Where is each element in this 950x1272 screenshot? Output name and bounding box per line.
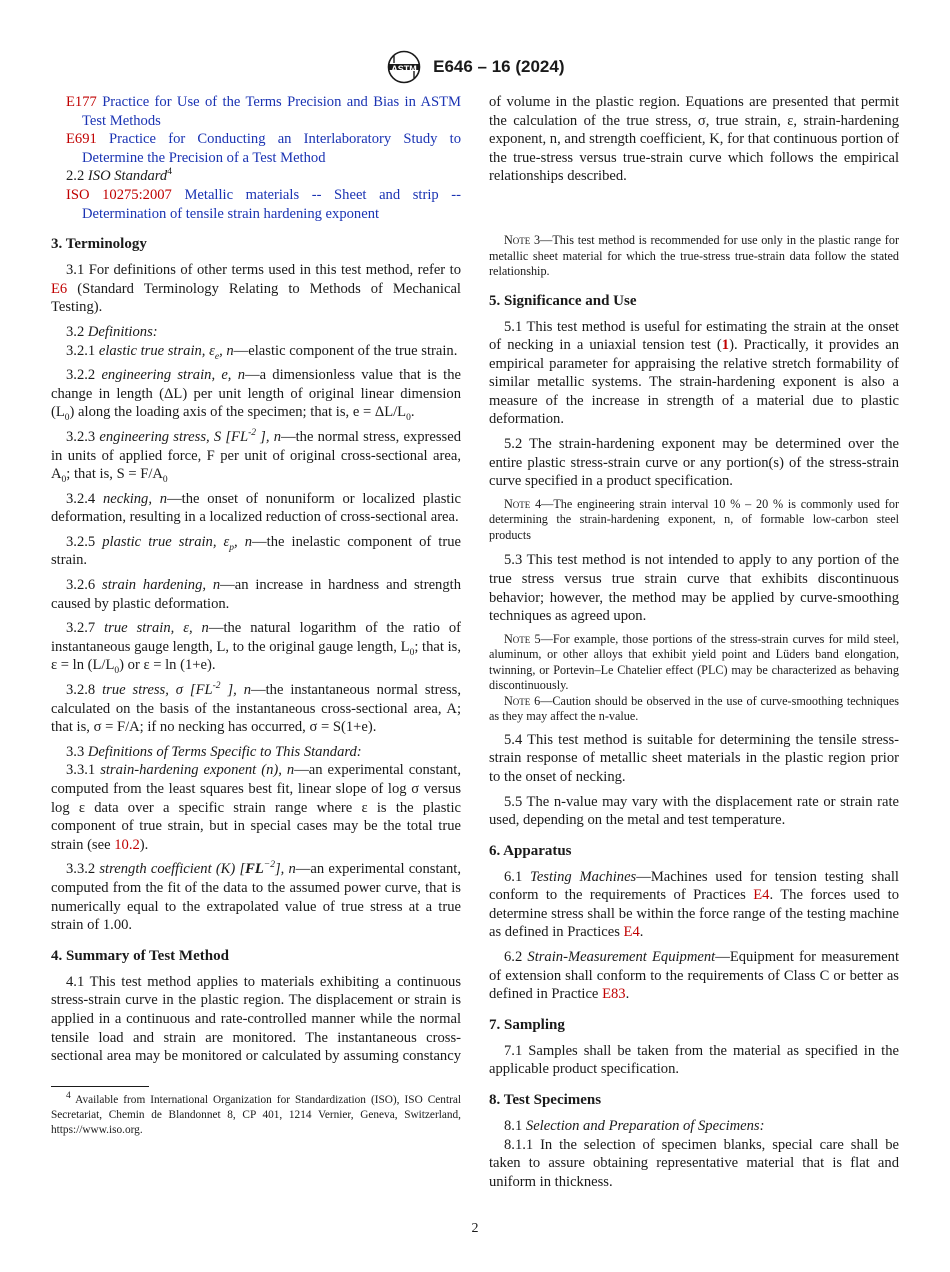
section-6-title: 6. Apparatus (489, 842, 572, 859)
def-3-2-4: 3.2.4 necking, n—the onset of nonuniform or localized plastic deformation, resulting in a localized reduction of cross-sectional area. (51, 490, 461, 526)
para-3-3: 3.3 Definitions of Terms Specific to This Standard: (66, 743, 362, 760)
para-4-1-continued: of volume in the plastic region. Equations are presented that permit the calculation of the true stress, σ, true strain, ε, strain-hardening exponent, n, and strength coefficient, K, for that continuous portion of the true-stress versus true-strain curve which follows the empirical relationships described. (489, 93, 899, 185)
def-3-2-6: 3.2.6 strain hardening, n—an increase in hardness and strength caused by plastic deformation. (51, 577, 461, 612)
note-6: Note 6—Caution should be observed in the use of curve-smoothing techniques as they may affect the n-value. (489, 693, 899, 724)
note-3: Note 3—This test method is recommended for use only in the plastic range for metallic sheet material for which the true-stress true-strain data follow the stated relationship. (489, 233, 900, 278)
link-e6[interactable]: E6 (51, 280, 68, 297)
para-5-2: 5.2 The strain-hardening exponent may be determined over the entire plastic stress-strain curve or any portion(s) of the stress-strain curve specified in a product specification. (489, 436, 899, 490)
reference-iso-10275[interactable]: ISO 10275:2007 Metallic materials -- Sheet and strip -- Determination of tensile strain hardening exponent (66, 186, 461, 222)
link-e4-first[interactable]: E4 (753, 887, 770, 904)
reference-e177[interactable]: E177 Practice for Use of the Terms Precision and Bias in ASTM Test Methods (66, 94, 461, 129)
link-e4-second[interactable]: E4 (623, 924, 640, 941)
svg-text:ASTM: ASTM (391, 64, 418, 74)
note-5: Note 5—For example, those portions of the stress-strain curves for mild steel, aluminum, or other alloys that exhibit yield point and Lüders band elongation, twinning, or Portevin–Le Chatelier effect (PLC) may be characterized as behaving discontinuously. (489, 631, 899, 693)
reference-e691[interactable]: E691 Practice for Conducting an Interlaboratory Study to Determine the Precision of a Test Method (66, 131, 461, 166)
def-3-3-1: 3.3.1 strain-hardening exponent (n), n—an experimental constant, computed from the least squares best fit, linear slope of log σ versus log ε data over a specific strain range where ε is the plastic component of true strain, but in special cases may be the total true strain (see 10.2). (51, 762, 461, 853)
para-5-5: 5.5 The n-value may vary with the displacement rate or strain rate used, depending on the metal and test temperature. (489, 793, 899, 829)
section-8-title: 8. Test Specimens (489, 1092, 602, 1109)
def-3-2-5: 3.2.5 plastic true strain, $\varepsilon_p$, n—the inelastic component of true strain. (51, 533, 461, 569)
section-5-title: 5. Significance and Use (489, 292, 637, 309)
footnote-rule (51, 1086, 149, 1087)
astm-logo-icon (385, 50, 423, 84)
para-3-1: 3.1 For definitions of other terms used in this test method, refer to E6 (Standard Terminology Relating to Methods of Mechanical Testing). (51, 262, 461, 316)
section-7-title: 7. Sampling (489, 1016, 565, 1033)
para-4-1-start (51, 973, 461, 1066)
page-header (0, 50, 950, 84)
section-4-title: 4. Summary of Test Method (51, 947, 229, 964)
def-3-2-7: 3.2.7 true strain, ε, n—the natural logarithm of the ratio of instantaneous gauge length, L, to the original gauge length, $L_0$; that is, $\varepsilon = \ln (L/L_0)$ or ε = ln (1+e). (51, 620, 461, 677)
para-5-3: 5.3 This test method is not intended to apply to any portion of the true stress versus true strain curve that exhibits discontinuous behavior; however, the method may be applied by curve-smoothing techniques as agreed upon. (489, 552, 899, 625)
def-3-2-1: 3.2.1 elastic true strain, $\varepsilon_e$, n—elastic component of the true strain. (66, 342, 458, 362)
standard-designation: E646 – 16 (2024) (433, 56, 565, 76)
left-column (51, 93, 461, 1138)
para-8-1: 8.1 Selection and Preparation of Specimens: (504, 1118, 765, 1135)
para-4-1: 4.1 This test method applies to materials exhibiting a continuous stress-strain curve in the plastic region. The displacement or strain is applied in a continuous and rate-controlled manner while the normal tensile load and strain are monitored. The instantaneous cross-sectional area may be monitored or calculated by assuming constancy (51, 973, 461, 1065)
section-3-title: 3. Terminology (51, 236, 147, 253)
link-10-2[interactable]: 10.2 (114, 836, 140, 853)
note-4: Note 4—The engineering strain interval 10 % – 20 % is commonly used for determining the strain-hardening exponent, n, of formable low-carbon steel products (489, 496, 900, 542)
para-6-1: 6.1 Testing Machines—Machines used for tension testing shall conform to the requirements of Practices E4. The forces used to determine stress shall be within the force range of the testing machine as defined in Practices E4. (489, 868, 900, 941)
para-3-2: 3.2 Definitions: (66, 323, 158, 340)
reference-link-1[interactable]: 1 (721, 337, 730, 354)
footnote-4: $^4$ Available from International Organization for Standardization (ISO), ISO Central Secretariat, Chemin de Blandonnet 8, CP 401, 1214 Vernier, Geneva, Switzerland, https://www.iso.org. (51, 1090, 462, 1136)
def-3-2-3: 3.2.3 engineering stress, S [$FL^{-2}$ ], n—the normal stress, expressed in units of applied force, F per unit of original cross-sectional area, $A_0$; that is, $S = F/A_0$ (51, 428, 461, 485)
para-5-4: 5.4 This test method is suitable for determining the tensile stress-strain response of metallic sheet materials in the plastic region prior to the onset of necking. (489, 731, 899, 785)
para-7-1: 7.1 Samples shall be taken from the material as specified in the applicable product specification. (489, 1042, 899, 1078)
para-5-1: 5.1 This test method is useful for estimating the strain at the onset of necking in a uniaxial tension test (1). Practically, it provides an empirical parameter for appraising the relative stretch formability of similar metallic systems. The strain-hardening exponent is also a measure of the increase in strength of a material due to plastic deformation. (489, 318, 899, 428)
right-column (489, 93, 899, 1197)
def-3-2-8: 3.2.8 true stress, σ [$FL^{-2}$ ], n—the instantaneous normal stress, calculated on the basis of the instantaneous cross-sectional area, A; that is, σ = F/A; if no necking has occurred, σ = S(1+e). (51, 681, 462, 736)
page-number: 2 (471, 1221, 479, 1236)
iso-standard-heading: 2.2 ISO Standard$^4$ (66, 167, 172, 185)
def-3-2-2: 3.2.2 engineering strain, e, n—a dimensionless value that is the change in length (ΔL) per unit length of original linear dimension $(L_0)$ along the loading axis of the specimen; that is, $e = \Delta L/L_0$. (51, 367, 462, 424)
para-6-2: 6.2 Strain-Measurement Equipment—Equipment for measurement of extension shall conform to the requirements of Class C or better as defined in Practice E83. (489, 949, 900, 1003)
link-e83[interactable]: E83 (602, 986, 626, 1003)
para-8-1-1: 8.1.1 In the selection of specimen blanks, special care shall be taken to assure obtaining representative material that is flat and uniform in thickness. (489, 1136, 899, 1190)
def-3-3-2: 3.3.2 strength coefficient (K) $[FL^{-2}]$, n—an experimental constant, computed from the fit of the data to the assumed power curve, that is numerically equal to the extrapolated value of true stress at a true strain of 1.00. (51, 860, 461, 934)
